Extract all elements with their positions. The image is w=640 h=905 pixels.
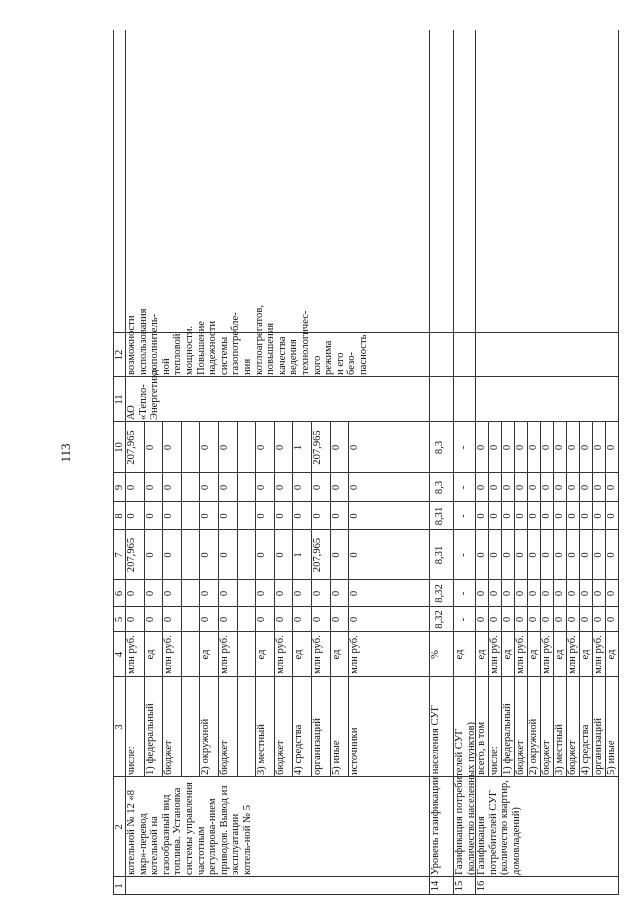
header-cell-1: 1 [114, 883, 125, 889]
unit-cell: млн руб. [515, 635, 526, 674]
table-top-rule [113, 30, 114, 895]
value-cell [181, 580, 200, 607]
value-cell: 0 [580, 444, 591, 451]
funding-source-label: бюджет [163, 740, 175, 775]
unit-cell: ед [580, 649, 591, 660]
row-rule [181, 422, 182, 777]
value-cell: 207,965 [312, 430, 323, 465]
value-cell: 0 [219, 590, 230, 597]
unit-cell: млн руб. [163, 635, 175, 674]
value-cell: 0 [163, 616, 175, 623]
value-cell: 0 [144, 616, 156, 623]
value-cell: 0 [593, 552, 604, 558]
value-cell: 0 [528, 484, 539, 491]
column-rule-0 [113, 894, 618, 895]
unit-cell: % [430, 650, 441, 659]
row-rule [311, 422, 312, 777]
value-cell: 207,965 [312, 537, 323, 573]
value-cell: - [458, 514, 469, 518]
value-cell: 8,32 [434, 584, 445, 603]
unit-cell [237, 632, 256, 677]
value-cell: 0 [163, 590, 175, 597]
value-cell: 0 [219, 616, 230, 623]
row-label-14: Уровень газификации населения СУГ [430, 704, 441, 875]
value-cell: 0 [502, 444, 513, 451]
value-cell: 0 [567, 590, 578, 597]
value-cell: 0 [606, 552, 617, 558]
value-cell: 0 [528, 590, 539, 597]
value-cell: 0 [580, 513, 591, 519]
value-cell: 0 [567, 484, 578, 491]
row-rule [592, 422, 593, 777]
value-cell: 0 [219, 513, 230, 519]
unit-cell: ед [256, 649, 268, 660]
header-cell-4: 4 [114, 651, 125, 658]
value-cell: 0 [312, 513, 323, 519]
value-cell: 0 [312, 484, 323, 491]
value-cell: 0 [274, 616, 286, 623]
row-number-16: 16 [476, 880, 487, 892]
row-rule [237, 422, 238, 777]
value-cell: 0 [554, 616, 565, 623]
value-cell: 0 [515, 552, 526, 558]
value-cell: 0 [554, 444, 565, 451]
funding-source-label: 4) средства [580, 724, 591, 775]
row-number-14: 14 [430, 880, 441, 892]
funding-source-label: бюджет [274, 740, 286, 775]
value-cell: 0 [567, 513, 578, 519]
value-cell: 0 [200, 484, 212, 491]
unit-cell: ед [293, 649, 305, 660]
unit-cell: ед [476, 649, 487, 660]
unit-cell: млн руб. [489, 635, 500, 674]
value-cell: 0 [554, 484, 565, 491]
unit-cell: ед [502, 649, 513, 660]
header-cell-12: 12 [114, 349, 125, 361]
unit-cell: млн руб. [567, 635, 578, 674]
value-cell: 0 [515, 484, 526, 491]
value-cell [237, 473, 256, 502]
unit-cell: ед [454, 649, 465, 660]
value-cell [237, 530, 256, 580]
value-cell: - [458, 445, 469, 450]
value-cell: 0 [312, 616, 323, 623]
value-cell: 0 [163, 444, 175, 451]
value-cell: 1 [293, 444, 305, 451]
value-cell: 0 [489, 444, 500, 451]
row-rule [348, 422, 349, 777]
value-cell: 0 [580, 552, 591, 558]
value-cell: 0 [349, 616, 361, 623]
value-cell: 0 [330, 590, 342, 597]
value-cell: 0 [144, 484, 156, 491]
value-cell: 0 [554, 552, 565, 558]
value-cell: 0 [126, 513, 137, 519]
row-label-16: Газификация потребителей СУГ (количество квартир, домовладений) [476, 780, 522, 875]
value-cell: 0 [502, 590, 513, 597]
value-cell: 0 [293, 616, 305, 623]
value-cell: 0 [489, 484, 500, 491]
value-cell: 0 [528, 444, 539, 451]
value-cell: 0 [593, 513, 604, 519]
value-cell: 0 [489, 616, 500, 623]
value-cell: 0 [293, 513, 305, 519]
row-rule [501, 422, 502, 777]
value-cell: 8,31 [434, 545, 445, 565]
value-cell: 0 [144, 590, 156, 597]
value-cell: 0 [515, 616, 526, 623]
value-cell: 207,965 [126, 537, 137, 573]
value-cell: 0 [541, 616, 552, 623]
value-cell: - [458, 553, 469, 557]
value-cell: 0 [256, 513, 268, 519]
measure-effect: возможности использования дополнитель-ной тепловой мощности. Повышение надежности системы газопотребле-ния котлоагрегатов, повышения качества ведения технологичес-кого режима и его безо-пасность [126, 305, 369, 375]
value-cell: 0 [606, 616, 617, 623]
value-cell: 8,32 [434, 610, 445, 629]
value-cell: 0 [144, 444, 156, 451]
unit-cell: млн руб. [593, 635, 604, 674]
value-cell [181, 502, 200, 530]
row-rule [553, 422, 554, 777]
value-cell: 0 [126, 590, 137, 597]
table-viewport [103, 30, 622, 895]
value-cell: 0 [256, 616, 268, 623]
value-cell: 0 [163, 484, 175, 491]
value-cell: 0 [502, 484, 513, 491]
header-cell-9: 9 [114, 484, 125, 491]
row-rule [330, 422, 331, 777]
funding-source-label: бюджет [567, 740, 578, 775]
unit-cell: ед [554, 649, 565, 660]
row-rule [540, 422, 541, 777]
value-cell: 0 [476, 590, 487, 597]
funding-source-label: 5) иные [606, 740, 617, 775]
header-cell-5: 5 [114, 616, 125, 623]
value-cell: 0 [219, 484, 230, 491]
value-cell: 0 [330, 616, 342, 623]
value-cell: 0 [606, 444, 617, 451]
value-cell: 8,31 [434, 506, 445, 526]
row-rule [566, 422, 567, 777]
funding-source-label: 5) иные [330, 740, 342, 775]
value-cell: 0 [502, 616, 513, 623]
value-cell: 0 [349, 590, 361, 597]
value-cell: 0 [349, 552, 361, 558]
value-cell: 0 [256, 590, 268, 597]
value-cell: 0 [293, 484, 305, 491]
value-cell: 0 [593, 590, 604, 597]
value-cell [237, 502, 256, 530]
row-rule [218, 422, 219, 777]
value-cell: 0 [554, 513, 565, 519]
value-cell: 0 [541, 552, 552, 558]
header-cell-6: 6 [114, 590, 125, 597]
value-cell: 0 [489, 590, 500, 597]
value-cell: 0 [256, 484, 268, 491]
funding-source-label: 3) местный [256, 724, 268, 775]
row-rule [144, 422, 145, 777]
row-rule [199, 422, 200, 777]
row-rule [255, 422, 256, 777]
value-cell: 0 [554, 590, 565, 597]
funding-source-label [181, 677, 200, 777]
value-cell: 0 [274, 552, 286, 558]
value-cell: 8,3 [434, 440, 445, 455]
value-cell: 0 [144, 513, 156, 519]
value-cell: 0 [200, 513, 212, 519]
value-cell [237, 607, 256, 632]
value-cell: 0 [349, 484, 361, 491]
value-cell: 0 [330, 513, 342, 519]
unit-cell: млн руб. [274, 635, 286, 674]
value-cell: 0 [274, 444, 286, 451]
value-cell: 0 [312, 590, 323, 597]
value-cell: 0 [274, 513, 286, 519]
funding-source-label: 2) окружной [528, 718, 539, 775]
unit-cell: млн руб. [219, 635, 230, 674]
row-rule [514, 422, 515, 777]
row-rule [605, 422, 606, 777]
measure-description: котельной № 12 «8 мкр»-перевод котельной на газообразный вид топлива. Установка системы управления частотным регулирова-нием приводов. Вывод из эксплуатации котель-ной № 5 [126, 782, 253, 875]
value-cell: 0 [606, 590, 617, 597]
value-cell: - [458, 617, 469, 622]
value-cell: 0 [330, 444, 342, 451]
row-rule [527, 422, 528, 777]
value-cell: 0 [502, 552, 513, 558]
header-cell-8: 8 [114, 513, 125, 519]
value-cell: - [458, 485, 469, 490]
unit-cell [181, 632, 200, 677]
row-rule [488, 422, 489, 777]
value-cell: 0 [528, 513, 539, 519]
value-cell: 0 [580, 590, 591, 597]
value-cell: 0 [200, 590, 212, 597]
unit-cell: ед [144, 649, 156, 660]
funding-source-label: всего, в том [476, 721, 487, 775]
value-cell: 0 [580, 616, 591, 623]
row-rule [274, 422, 275, 777]
unit-cell: ед [606, 649, 617, 660]
value-cell: 0 [219, 552, 230, 558]
funding-source-label: 4) средства [293, 724, 305, 775]
value-cell: 0 [476, 552, 487, 558]
value-cell: 0 [330, 552, 342, 558]
funding-source-label: организаций [593, 718, 604, 775]
value-cell: 0 [200, 444, 212, 451]
value-cell: 0 [476, 616, 487, 623]
row-rule [162, 422, 163, 777]
funding-source-label: 1) федеральный [502, 703, 513, 775]
value-cell: 8,3 [434, 480, 445, 495]
value-cell: 0 [541, 484, 552, 491]
value-cell: 207,965 [126, 430, 137, 465]
unit-cell: ед [200, 649, 212, 660]
unit-cell: ед [330, 649, 342, 660]
value-cell: 0 [144, 552, 156, 558]
unit-cell: млн руб. [126, 635, 137, 674]
funding-source-label: источники [349, 727, 361, 775]
table-bottom-rule [618, 30, 619, 895]
value-cell: 0 [349, 513, 361, 519]
value-cell: 0 [502, 513, 513, 519]
value-cell: 0 [126, 616, 137, 623]
value-cell: 0 [330, 484, 342, 491]
value-cell: 0 [515, 444, 526, 451]
value-cell: 0 [541, 590, 552, 597]
value-cell: 0 [200, 616, 212, 623]
funding-source-label: 3) местный [554, 724, 565, 775]
page-number: 113 [58, 443, 73, 463]
value-cell: 0 [274, 590, 286, 597]
value-cell [237, 580, 256, 607]
value-cell [181, 530, 200, 580]
value-cell [181, 607, 200, 632]
unit-cell: ед [528, 649, 539, 660]
value-cell: 0 [567, 616, 578, 623]
value-cell: 0 [567, 444, 578, 451]
value-cell: 0 [200, 552, 212, 558]
value-cell: 0 [489, 513, 500, 519]
value-cell: 0 [349, 444, 361, 451]
funding-source-label: 1) федеральный [144, 703, 156, 775]
value-cell: 0 [593, 484, 604, 491]
row-rule [579, 422, 580, 777]
header-cell-11: 11 [114, 394, 125, 405]
value-cell: 0 [606, 513, 617, 519]
unit-cell: млн руб. [349, 635, 361, 674]
value-cell: 0 [593, 616, 604, 623]
value-cell: 0 [274, 484, 286, 491]
value-cell: 0 [515, 513, 526, 519]
unit-cell: млн руб. [541, 635, 552, 674]
funding-source-label: бюджет [515, 740, 526, 775]
funding-source-label [237, 677, 256, 777]
value-cell: 0 [163, 552, 175, 558]
row-number-15: 15 [454, 880, 465, 892]
value-cell [237, 422, 256, 473]
value-cell [181, 473, 200, 502]
value-cell: 0 [580, 484, 591, 491]
header-cell-7: 7 [114, 552, 125, 558]
value-cell: 0 [528, 552, 539, 558]
value-cell: 0 [515, 590, 526, 597]
value-cell [181, 422, 200, 473]
funding-source-label: 2) окружной [200, 718, 212, 775]
funding-source-label: бюджет [541, 740, 552, 775]
value-cell: 0 [476, 513, 487, 519]
value-cell: 0 [219, 444, 230, 451]
value-cell: 0 [593, 444, 604, 451]
value-cell: - [458, 591, 469, 596]
header-cell-2: 2 [114, 824, 125, 830]
funding-source-label: числе: [489, 746, 500, 775]
value-cell: 0 [528, 616, 539, 623]
value-cell: 0 [256, 444, 268, 451]
value-cell: 0 [541, 513, 552, 519]
value-cell: 0 [256, 552, 268, 558]
funding-source-label: бюджет [219, 740, 230, 775]
data-table [103, 30, 622, 895]
value-cell: 0 [476, 444, 487, 451]
row-rule [292, 422, 293, 777]
value-cell: 0 [489, 552, 500, 558]
value-cell: 0 [567, 552, 578, 558]
value-cell: 0 [606, 484, 617, 491]
row-label-15: Газификация потребителей СУГ (количество населенных пунктов) [454, 721, 477, 875]
value-cell: 0 [541, 444, 552, 451]
value-cell: 1 [293, 552, 305, 558]
funding-source-label: числе: [126, 746, 137, 775]
funding-source-label: организаций [312, 718, 323, 775]
value-cell: 0 [476, 484, 487, 491]
header-cell-10: 10 [114, 442, 125, 453]
value-cell: 0 [126, 484, 137, 491]
unit-cell: млн руб. [312, 635, 323, 674]
header-cell-3: 3 [114, 724, 125, 730]
value-cell: 0 [163, 513, 175, 519]
executor-name: АО «Тепло-Энергетик» [126, 367, 161, 420]
value-cell: 0 [293, 590, 305, 597]
